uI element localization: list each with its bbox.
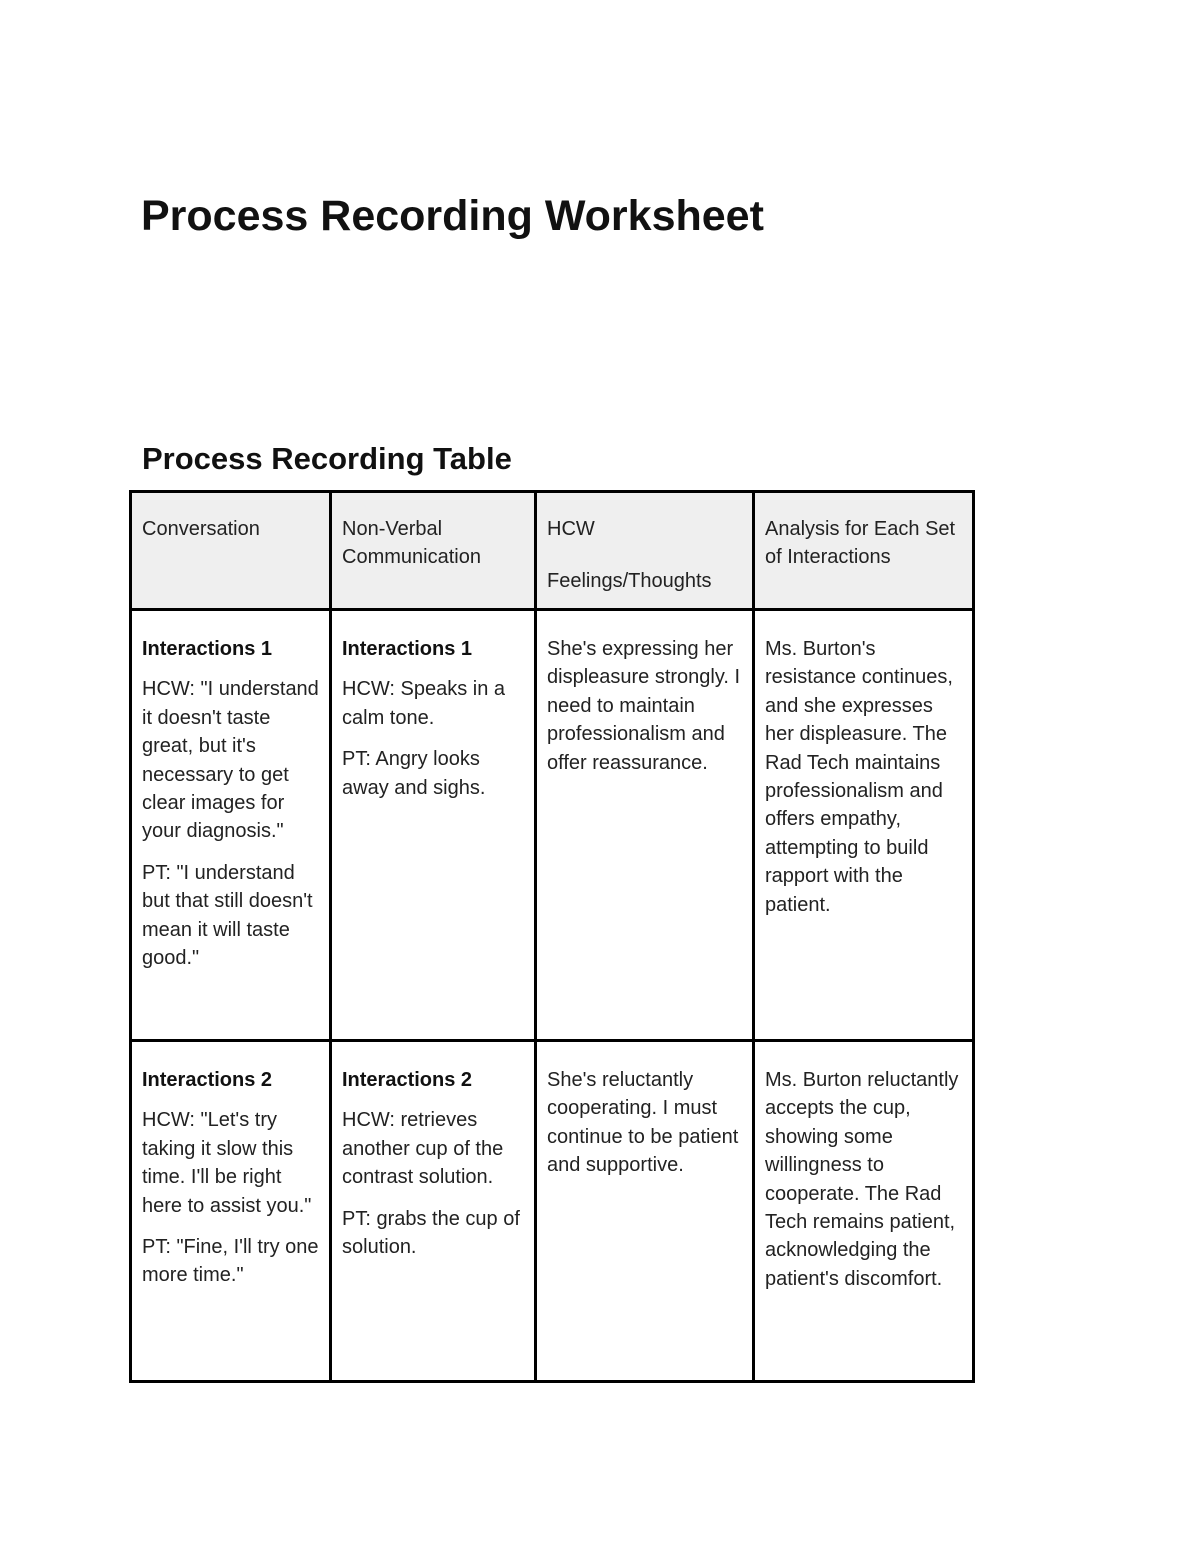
analysis-text: Ms. Burton's resistance continues, and she expresses her displeasure. The Rad Tech maintains professionalism and offers empathy, attempting to build rapport with the patient. — [765, 638, 953, 916]
analysis-cell — [754, 1041, 974, 1382]
conversation-cell — [131, 1041, 331, 1382]
header-analysis — [754, 492, 974, 610]
interaction-label: Interactions 1 — [342, 638, 473, 660]
feelings-text: She's expressing her displeasure strongly. I need to maintain professionalism and offer reassurance. — [547, 638, 741, 774]
process-recording-table — [129, 490, 975, 1383]
feelings-cell — [536, 1041, 754, 1382]
table-title: Process Recording Table — [142, 441, 512, 476]
interaction-label: Interactions 2 — [142, 1069, 273, 1091]
analysis-text: Ms. Burton reluctantly accepts the cup, showing some willingness to cooperate. The Rad Tech remains patient, acknowledging the patient's discomfort. — [765, 1069, 959, 1290]
hcw-statement: HCW: "I understand it doesn't taste great, but it's necessary to get clear images for your diagnosis." — [142, 678, 319, 843]
table-row — [131, 610, 974, 1041]
table-row — [131, 1041, 974, 1382]
analysis-cell — [754, 610, 974, 1041]
header-feelings-label: Feelings/Thoughts — [547, 570, 712, 593]
header-analysis-label: Analysis for Each Set of Interactions — [765, 518, 956, 569]
header-conversation-label: Conversation — [142, 518, 260, 540]
header-hcw-label: HCW — [547, 518, 595, 540]
header-nonverbal — [331, 492, 536, 610]
header-hcw-feelings — [536, 492, 754, 610]
header-hcw-spacer — [547, 543, 743, 567]
table-header-row — [131, 492, 974, 610]
header-conversation — [131, 492, 331, 610]
pt-statement: PT: "Fine, I'll try one more time." — [142, 1236, 319, 1287]
nonverbal-cell — [331, 610, 536, 1041]
feelings-text: She's reluctantly cooperating. I must continue to be patient and supportive. — [547, 1069, 739, 1177]
pt-nonverbal: PT: grabs the cup of solution. — [342, 1207, 520, 1259]
hcw-nonverbal: HCW: Speaks in a calm tone. — [342, 678, 506, 729]
pt-statement: PT: "I understand but that still doesn't mean it will taste good." — [142, 861, 313, 970]
feelings-cell — [536, 610, 754, 1041]
header-nonverbal-label: Non-Verbal Communication — [342, 518, 481, 569]
pt-nonverbal: PT: Angry looks away and sighs. — [342, 748, 486, 799]
hcw-statement: HCW: "Let's try taking it slow this time. I'll be right here to assist you." — [142, 1109, 312, 1217]
hcw-nonverbal: HCW: retrieves another cup of the contrast solution. — [342, 1109, 504, 1189]
conversation-cell — [131, 610, 331, 1041]
interaction-label: Interactions 2 — [342, 1069, 473, 1091]
interaction-label: Interactions 1 — [142, 638, 273, 660]
document-title: Process Recording Worksheet — [141, 192, 764, 240]
nonverbal-cell — [331, 1041, 536, 1382]
